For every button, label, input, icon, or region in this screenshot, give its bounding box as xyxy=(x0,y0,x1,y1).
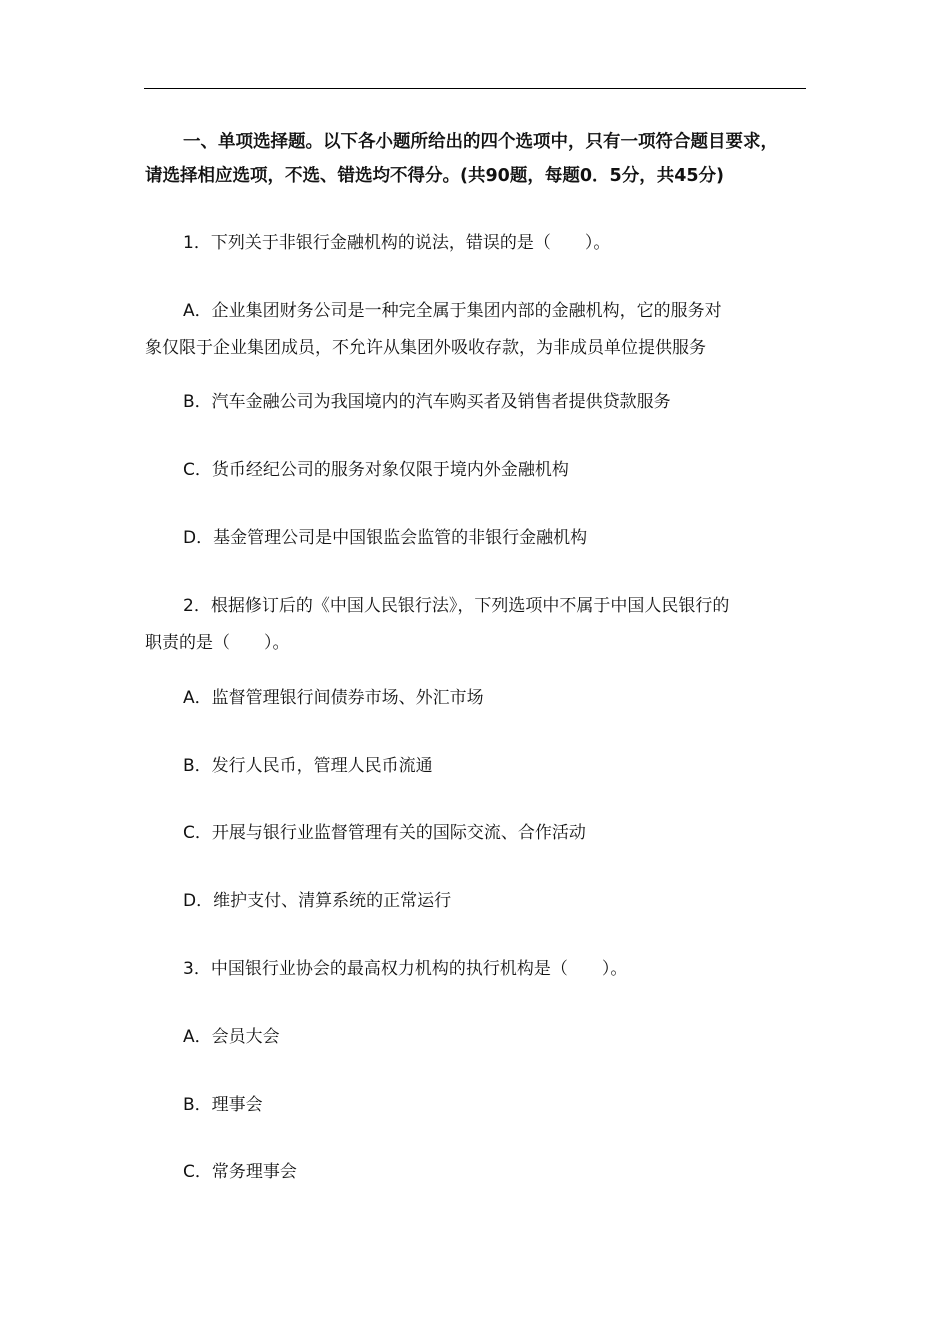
question-3-option-a: A．会员大会 xyxy=(183,1027,280,1047)
question-2-stem-line-1: 2．根据修订后的《中国人民银行法》，下列选项中不属于中国人民银行的 xyxy=(183,596,730,616)
header-rule xyxy=(144,88,806,89)
question-3-option-b: B．理事会 xyxy=(183,1095,263,1115)
question-3-stem: 3．中国银行业协会的最高权力机构的执行机构是（ ）。 xyxy=(183,959,628,979)
question-1-option-b: B．汽车金融公司为我国境内的汽车购买者及销售者提供贷款服务 xyxy=(183,392,671,412)
question-1-option-a-line-1: A．企业集团财务公司是一种完全属于集团内部的金融机构，它的服务对 xyxy=(183,301,722,321)
question-2-stem-line-2: 职责的是（ ）。 xyxy=(145,633,290,653)
section-heading-line-2: 请选择相应选项，不选、错选均不得分。(共90题，每题0．5分，共45分) xyxy=(145,166,725,186)
question-2-option-c: C．开展与银行业监督管理有关的国际交流、合作活动 xyxy=(183,823,586,843)
question-2-option-d: D．维护支付、清算系统的正常运行 xyxy=(183,891,452,911)
question-1-option-d: D．基金管理公司是中国银监会监管的非银行金融机构 xyxy=(183,528,588,548)
question-2-option-a: A．监督管理银行间债券市场、外汇市场 xyxy=(183,688,484,708)
question-2-option-b: B．发行人民币，管理人民币流通 xyxy=(183,756,433,776)
question-1-stem: 1．下列关于非银行金融机构的说法，错误的是（ ）。 xyxy=(183,233,611,253)
question-1-option-a-line-2: 象仅限于企业集团成员，不允许从集团外吸收存款，为非成员单位提供服务 xyxy=(145,338,706,358)
section-heading-line-1: 一、单项选择题。以下各小题所给出的四个选项中，只有一项符合题目要求， xyxy=(183,132,778,152)
question-1-option-c: C．货币经纪公司的服务对象仅限于境内外金融机构 xyxy=(183,460,569,480)
question-3-option-c: C．常务理事会 xyxy=(183,1162,297,1182)
